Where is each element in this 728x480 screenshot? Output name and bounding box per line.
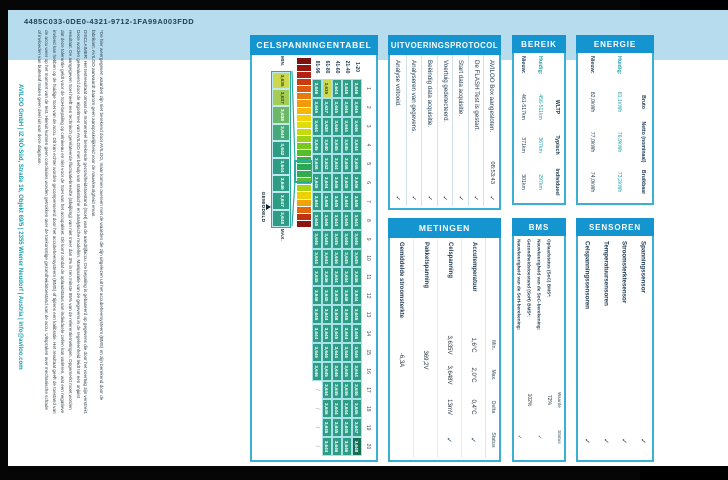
- disclaimer-body-line: DISCLAIMER: Het testresultaat omvat de momenteel berekende gezondheidstoestand (SoH) van de aandrijfaccu. De bepaling is gebaseerd op gegevens die door het voertuig zijn verstrekt.: [83, 30, 89, 415]
- measurement-label: Celspanning: [446, 242, 453, 279]
- check-icon: ✓: [516, 434, 522, 440]
- cell-voltage: 3,646: [352, 117, 362, 136]
- cell-voltage: 3,646: [332, 437, 342, 456]
- celspanningentabel-body: [250, 55, 378, 462]
- sensor-label: Celspanningssensoren: [583, 241, 591, 310]
- protocol-item: [421, 55, 437, 206]
- disclaimer-note-line: *De hier weergegeven waarden zijn niet berekend door AVILOO, maar komen overeen met de waarden die zijn uitgelezen uit het accubeheersysteem (BMS) en zijn berekend door de: [99, 30, 104, 401]
- cell-voltage: 3,645: [352, 249, 362, 268]
- cell-voltage: 3,645: [342, 211, 352, 230]
- cell-voltage: 3,644: [312, 249, 322, 268]
- protocol-item: [406, 55, 422, 206]
- panel-sensoren: [576, 218, 654, 462]
- measurement-row: [389, 238, 413, 458]
- cell-voltage: 3,644: [352, 362, 362, 381]
- metingen-rotated-content: [390, 238, 499, 458]
- panel-title: CELSPANNINGENTABEL: [250, 35, 378, 55]
- value-cell: 76,9kWh: [616, 131, 623, 153]
- panel-bms: [512, 218, 566, 462]
- disclaimer-body-line: de accu weer op het moment van de test. Hieruit kunnen geen conclusies worden getrokken over de toekomstige gezondheidstoestand van de accu. Uitspraken over mechanische schade: [44, 30, 50, 410]
- cell-voltage: 3,645: [342, 305, 352, 324]
- check-icon: ✓: [583, 438, 591, 444]
- bms-status-row: [524, 236, 534, 456]
- metingen-header-row: [485, 238, 499, 458]
- cell-voltage: 3,646: [352, 267, 362, 286]
- protocol-rotated-content: [390, 55, 499, 206]
- protocol-item-label: AVILOO Box aangesloten.: [488, 60, 496, 133]
- cell-empty: /: [312, 418, 322, 437]
- cell-voltage: 3,645: [332, 286, 342, 305]
- cell-number: 15: [365, 349, 371, 356]
- cell-number: 17: [365, 387, 371, 393]
- cell-number: 16: [365, 368, 371, 374]
- cell-empty: /: [312, 437, 322, 456]
- protocol-item-label: De FLASH Test is gestart.: [472, 60, 480, 132]
- protocol-item-label: Start data acquisitie.: [457, 60, 465, 117]
- cell-voltage: 3,646: [342, 437, 352, 456]
- cell-voltage: 3,645: [342, 79, 352, 98]
- cell-voltage: 3,640: [322, 136, 332, 155]
- column-header: Min.: [490, 340, 496, 350]
- cell-voltage: 3,646: [322, 267, 332, 286]
- cell-voltage: 3,645: [352, 399, 362, 418]
- cell-voltage: 3,646: [342, 286, 352, 305]
- check-icon: ✓: [441, 195, 449, 201]
- cell-voltage: 3,646: [312, 154, 322, 173]
- cell-voltage-row: [332, 55, 342, 456]
- protocol-item: [483, 55, 499, 206]
- column-header: Max.: [490, 369, 496, 381]
- cell-table-corner: [362, 55, 374, 79]
- value-cell: 74,0kWh: [589, 171, 596, 193]
- cell-voltage-row: [352, 55, 362, 456]
- cell-voltage: 3,644: [342, 267, 352, 286]
- cell-voltage: 3,646: [312, 79, 322, 98]
- bms-row-label: Gezondheidstoestand (SoH) BMS*:: [526, 239, 532, 317]
- cell-voltage: 3,645: [322, 418, 332, 437]
- measurement-min: 3,635V: [446, 335, 453, 355]
- value-cell: 297km: [537, 174, 544, 190]
- cell-voltage: 3,646: [352, 230, 362, 249]
- cell-voltage: 3,647: [352, 418, 362, 437]
- cell-number: 9: [365, 237, 371, 241]
- cell-voltage: 3,642: [322, 154, 332, 173]
- check-icon: ✓: [536, 434, 542, 440]
- panel-title: BMS: [512, 218, 566, 236]
- min-label: MIN.: [279, 56, 284, 67]
- check-icon: ✓: [425, 195, 433, 201]
- value-cell: 456-511km: [537, 94, 544, 120]
- cell-number: 1: [365, 87, 371, 90]
- cell-voltage: 3,644: [352, 286, 362, 305]
- protocol-item: [437, 55, 453, 206]
- cell-voltage: 3,645: [332, 324, 342, 343]
- cell-voltage: 3,645: [332, 136, 342, 155]
- panel-title: SENSOREN: [576, 218, 654, 236]
- panel-title: METINGEN: [388, 218, 501, 238]
- cell-voltage: 3,645: [332, 418, 342, 437]
- column-header: WLTP: [553, 99, 560, 115]
- sensor-label: Temperatuursensoren: [602, 241, 610, 306]
- cell-number: 3: [365, 124, 371, 128]
- cell-voltage: 3,644: [352, 136, 362, 155]
- check-icon: ✓: [456, 195, 464, 201]
- sensor-label: Spanningssensor: [639, 241, 647, 293]
- disclaimer-body-line: invloed kan hebben op de huidige SoH van de accu. Dit kan echter worden gecompenseerd door het accubeheersysteem (BMS) of tijdens een kalibratie. Het resultaat geeft de toestand van: [52, 30, 58, 414]
- cell-voltage: 3,648: [352, 437, 362, 456]
- legend-voltage-cell: 3,638: [273, 106, 291, 123]
- cell-voltage-row: [312, 55, 322, 456]
- cell-voltage: 3,645: [332, 381, 342, 400]
- cell-number: 13: [365, 311, 371, 318]
- cell-number: 10: [365, 255, 371, 261]
- uitvoeringsprotocol-body: [388, 55, 501, 210]
- disclaimer-body-line: resultaat. De aangegeven SoH heeft een technisch gerelateerde fluctuatiebreedte (afwijking) van niet meer dan 3% in ten minste 95% van de referentiemetingen. Opgemerkt moet worden: [67, 30, 73, 410]
- disclaimer-rotated-content: [13, 30, 105, 464]
- cell-voltage: 3,644: [332, 211, 342, 230]
- row-label: Huidig:: [616, 56, 623, 75]
- value-cell: 82,0kWh: [589, 91, 596, 113]
- cell-voltage: 3,645: [322, 286, 332, 305]
- cell-voltage: 3,644: [322, 437, 332, 456]
- measurement-label: Pakketspanning: [422, 242, 429, 289]
- cell-range-label: 41-60: [334, 60, 340, 74]
- value-cell: 461-517km: [520, 94, 527, 120]
- disclaimer-body-line: dat deze tolerantie geldt voor de SoH-bepaling op celniveau en niet voor de SoH van het accupakket. Dit komt omdat de oplaadstatus van individuele cellen kan variëren, wat een negatieve: [60, 30, 66, 414]
- cell-voltage: 3,635: [322, 79, 332, 98]
- report-id: 4485C033-0DE0-4321-9712-1FA99A003FDD: [24, 17, 195, 26]
- value-cell: 81,1kWh: [616, 91, 623, 113]
- cell-voltage: 3,644: [332, 399, 342, 418]
- cell-number: 12: [365, 292, 371, 299]
- panel-celspanningentabel: [250, 35, 378, 462]
- cell-voltage: 3,644: [332, 79, 342, 98]
- panel-bereik: [512, 35, 566, 205]
- column-header: Status: [557, 430, 562, 444]
- column-header: Waarde: [557, 392, 562, 408]
- sensor-row: [615, 236, 634, 456]
- disclaimer-body-line: Deze worden geëvalueerd door de algoritmen van AVILOO met behulp van statistische en analytische modellen. Manipulatie van de gegevens in de regeleenheid leidt tot een onjuist: [75, 30, 81, 398]
- check-icon: ✓: [601, 438, 609, 444]
- cell-range-label: 1-20: [354, 61, 360, 72]
- cell-voltage: 3,645: [352, 192, 362, 211]
- legend-voltage-cell: 3,648: [273, 210, 291, 227]
- cell-voltage: 3,646: [322, 343, 332, 362]
- cell-number: 14: [365, 330, 371, 337]
- cell-number: 2: [365, 105, 371, 109]
- panel-uitvoeringsprotocol: [388, 35, 501, 210]
- bms-rows: [514, 236, 554, 456]
- cell-voltage: 3,645: [342, 249, 352, 268]
- cell-number-row: [362, 55, 374, 456]
- disclaimer-note-line: fabrikant. AVILOO aanvaardt daarom geen aansprakelijkheid voor de nauwkeurigheid ervan.: [91, 30, 97, 218]
- sensoren-rows: [578, 236, 652, 456]
- cell-voltage: 3,646: [342, 343, 352, 362]
- cell-voltage: 3,645: [312, 136, 322, 155]
- measurement-max: 2,0°C: [470, 367, 477, 383]
- report-page: [8, 10, 728, 466]
- sensor-row: [597, 236, 616, 456]
- cell-voltage: 3,645: [312, 305, 322, 324]
- column-header-blank: [549, 53, 563, 87]
- cell-voltage: 3,646: [332, 173, 342, 192]
- cell-voltage: 3,645: [332, 98, 342, 117]
- protocol-item: [390, 55, 406, 206]
- cell-voltage: 3,645: [312, 267, 322, 286]
- column-header: Individueel: [553, 168, 560, 196]
- cell-voltage: 3,645: [322, 230, 332, 249]
- energie-body: [576, 53, 654, 205]
- legend-voltage-cell: 3,642: [273, 141, 291, 158]
- cell-voltage: 3,645: [352, 154, 362, 173]
- cell-empty: /: [312, 399, 322, 418]
- cell-voltage: 3,645: [312, 343, 322, 362]
- protocol-item-label: Analyse voltooid.: [394, 60, 402, 107]
- cell-voltage: 3,645: [322, 324, 332, 343]
- cell-voltage: 3,644: [332, 343, 342, 362]
- bms-row-label: Nauwkeurigheid van de SoH-berekening:: [516, 239, 522, 331]
- cell-range-label: 61-80: [324, 60, 330, 74]
- measurement-label: Gemiddelde stroomsterkte: [398, 242, 405, 319]
- sensoren-body: [576, 236, 654, 462]
- bms-body: [512, 236, 566, 462]
- average-label: GEMIDDELD: [261, 191, 266, 223]
- cell-voltage: 3,644: [312, 117, 322, 136]
- measurement-value: 369,2V: [422, 350, 429, 370]
- protocol-item-label: Analyseren van gegevens.: [410, 60, 418, 133]
- value-cell: 371km: [520, 137, 527, 153]
- cell-voltage: 3,645: [352, 98, 362, 117]
- cell-voltage: 3,644: [322, 381, 332, 400]
- cell-range-label: 81-96: [314, 60, 320, 74]
- measurement-min: 1,6°C: [470, 337, 477, 353]
- sensor-row: [578, 236, 597, 456]
- cell-voltage: 3,644: [342, 399, 352, 418]
- value-cell: 77,0kWh: [589, 131, 596, 153]
- cell-voltage: 3,646: [352, 173, 362, 192]
- protocol-item-label: Beëindig data acquisitie.: [426, 60, 434, 128]
- cell-voltage: 3,646: [312, 230, 322, 249]
- value-cell: 73,2kWh: [616, 171, 623, 193]
- cell-voltage: 3,645: [312, 173, 322, 192]
- cell-voltage: 3,646: [352, 381, 362, 400]
- measurement-value: -6,3A: [398, 352, 404, 368]
- cell-voltage: 3,644: [322, 173, 332, 192]
- bms-value: 72%: [546, 394, 552, 405]
- cell-number: 20: [365, 443, 371, 450]
- cell-number: 4: [365, 143, 371, 147]
- cell-voltage: 3,646: [342, 381, 352, 400]
- bms-header-row: [554, 236, 564, 456]
- panel-title: ENERGIE: [576, 35, 654, 53]
- disclaimer-body: [35, 30, 90, 464]
- cell-voltage: 3,645: [342, 418, 352, 437]
- cell-empty: /: [312, 381, 322, 400]
- bms-status-row: [534, 236, 544, 456]
- cell-number: 7: [365, 200, 371, 203]
- legend-voltage-cell: 3,637: [273, 89, 291, 106]
- cell-voltage: 3,645: [342, 362, 352, 381]
- row-label: Nieuw:: [520, 56, 527, 74]
- cell-voltage: 3,645: [312, 211, 322, 230]
- energie-table: [579, 53, 652, 201]
- row-label: Nieuw:: [589, 56, 596, 74]
- legend-voltage-cell: 3,647: [273, 192, 291, 209]
- measurement-row: [437, 238, 461, 458]
- cell-voltage: 3,646: [332, 362, 342, 381]
- legend-voltage-cell: 3,640: [273, 124, 291, 141]
- cell-number: 18: [365, 405, 371, 412]
- check-icon: ✓: [638, 438, 646, 444]
- energie-rotated-content: [578, 53, 652, 201]
- check-icon: ✓: [469, 437, 477, 443]
- column-header-blank: [633, 53, 651, 83]
- cell-voltage: 3,645: [332, 192, 342, 211]
- bms-status-row: [544, 236, 554, 456]
- cell-number: 8: [365, 218, 371, 222]
- cell-voltage: 3,646: [332, 117, 342, 136]
- cell-voltage: 3,645: [322, 192, 332, 211]
- legend-voltage-cell: 3,635: [273, 72, 291, 89]
- bms-rotated-content: [514, 236, 564, 456]
- column-header: Status: [490, 432, 496, 448]
- cell-voltage-table-rotated: [312, 55, 374, 456]
- cell-voltage: 3,645: [342, 173, 352, 192]
- value-cell: 301km: [520, 174, 527, 190]
- measurement-delta: 13mV: [446, 399, 453, 415]
- column-header: Typisch: [553, 135, 560, 155]
- cell-range-label: 21-40: [344, 60, 350, 74]
- cell-voltage: 3,646: [332, 305, 342, 324]
- cell-voltage: 3,646: [322, 211, 332, 230]
- sensor-label: Stroomsterktesensor: [620, 241, 628, 304]
- legend-voltage-cell: 3,646: [273, 175, 291, 192]
- column-header: Bruikbaar: [639, 169, 646, 195]
- legend-voltage-cell: 3,644: [273, 158, 291, 175]
- cell-voltage: 3,646: [312, 286, 322, 305]
- panel-title: UITVOERINGSPROTOCOL: [388, 35, 501, 55]
- measurement-row: [413, 238, 437, 458]
- disclaimer-body-line: of invloeden van buitenaf maken geen deel uit van deze diagnose.: [36, 30, 42, 165]
- panel-metingen: [388, 218, 501, 462]
- cell-voltage: 3,645: [322, 362, 332, 381]
- protocol-item-time: 08:53:43: [488, 161, 495, 184]
- metingen-rows: [389, 238, 485, 458]
- sensor-row: [634, 236, 653, 456]
- cell-voltage: 3,646: [352, 79, 362, 98]
- cell-number: 6: [365, 181, 371, 185]
- cell-voltage: 3,644: [342, 117, 352, 136]
- cell-voltage-grid: [312, 55, 374, 456]
- measurement-max: 3,648V: [446, 365, 453, 385]
- measurement-row: [461, 238, 485, 458]
- cell-voltage: 3,644: [312, 192, 322, 211]
- column-header: Netto (nominaal): [639, 121, 646, 163]
- protocol-item: [452, 55, 468, 206]
- cell-voltage: 3,645: [312, 98, 322, 117]
- bereik-body: [512, 53, 566, 205]
- cell-voltage: 3,644: [322, 249, 332, 268]
- cell-voltage: 3,644: [342, 324, 352, 343]
- protocol-item: [468, 55, 484, 206]
- cell-voltage: 3,646: [342, 98, 352, 117]
- disclaimer-block: [13, 30, 105, 464]
- bms-status-row: [514, 236, 524, 456]
- cell-voltage: 3,645: [352, 305, 362, 324]
- cell-voltage: 3,645: [332, 230, 342, 249]
- cell-voltage: 3,637: [322, 98, 332, 117]
- cell-voltage: 3,644: [312, 324, 322, 343]
- check-icon: ✓: [487, 195, 495, 201]
- metingen-body: [388, 238, 501, 462]
- bereik-table: [515, 53, 564, 201]
- check-icon: ✓: [445, 437, 453, 443]
- measurement-label: Accutemperatuur: [470, 242, 477, 292]
- check-icon: ✓: [393, 195, 401, 201]
- protocol-list: [390, 55, 499, 206]
- disclaimer-note: [89, 30, 105, 464]
- cell-voltage: 3,646: [312, 362, 322, 381]
- cell-voltage: 3,646: [342, 154, 352, 173]
- check-icon: ✓: [620, 438, 628, 444]
- cell-voltage: 3,644: [352, 211, 362, 230]
- bms-row-label: Nauwkeurigheid van de SoC-berekening:: [536, 239, 542, 331]
- cell-voltage-row: [342, 55, 352, 456]
- cell-voltage: 3,646: [322, 399, 332, 418]
- column-header: Delta: [490, 400, 496, 414]
- panel-title: BEREIK: [512, 35, 566, 53]
- check-icon: ✓: [472, 195, 480, 201]
- cell-voltage: 3,644: [342, 192, 352, 211]
- cell-voltage: 3,646: [342, 230, 352, 249]
- cell-voltage: 3,644: [332, 267, 342, 286]
- max-label: MAX.: [279, 228, 284, 241]
- footer-contact-line: AVILOO GmbH | IZ NÖ-Süd, Straße 16, Objekt 69/5 | 2355 Wiener Neudorf | Austria | info@aviloo.com: [16, 84, 23, 370]
- cell-voltage-row: [322, 55, 332, 456]
- cell-voltage: 3,646: [332, 249, 342, 268]
- cell-voltage: 3,644: [322, 305, 332, 324]
- cell-voltage-table: [312, 55, 374, 456]
- cell-number: 19: [365, 424, 371, 431]
- panel-energie: [576, 35, 654, 205]
- cell-voltage: 3,646: [352, 324, 362, 343]
- row-label: Huidig:: [537, 56, 544, 75]
- cell-voltage: 3,638: [322, 117, 332, 136]
- check-icon: ✓: [410, 195, 417, 201]
- cell-number: 5: [365, 162, 371, 166]
- protocol-item-label: Voertuig gedetecteerd.: [441, 60, 449, 123]
- cell-voltage: 3,645: [352, 343, 362, 362]
- sensoren-rotated-content: [578, 236, 652, 456]
- cell-number: 11: [365, 274, 371, 280]
- bereik-rotated-content: [514, 53, 564, 201]
- column-header: Bruto: [639, 95, 646, 109]
- cell-voltage: 3,645: [342, 136, 352, 155]
- value-cell: 367km: [537, 137, 544, 153]
- cell-voltage: 3,644: [332, 154, 342, 173]
- bms-value: 102%: [526, 393, 532, 407]
- measurement-delta: 0,4°C: [470, 399, 477, 415]
- bms-row-label: Oplaadstatus (SoC) BMS*:: [546, 239, 552, 298]
